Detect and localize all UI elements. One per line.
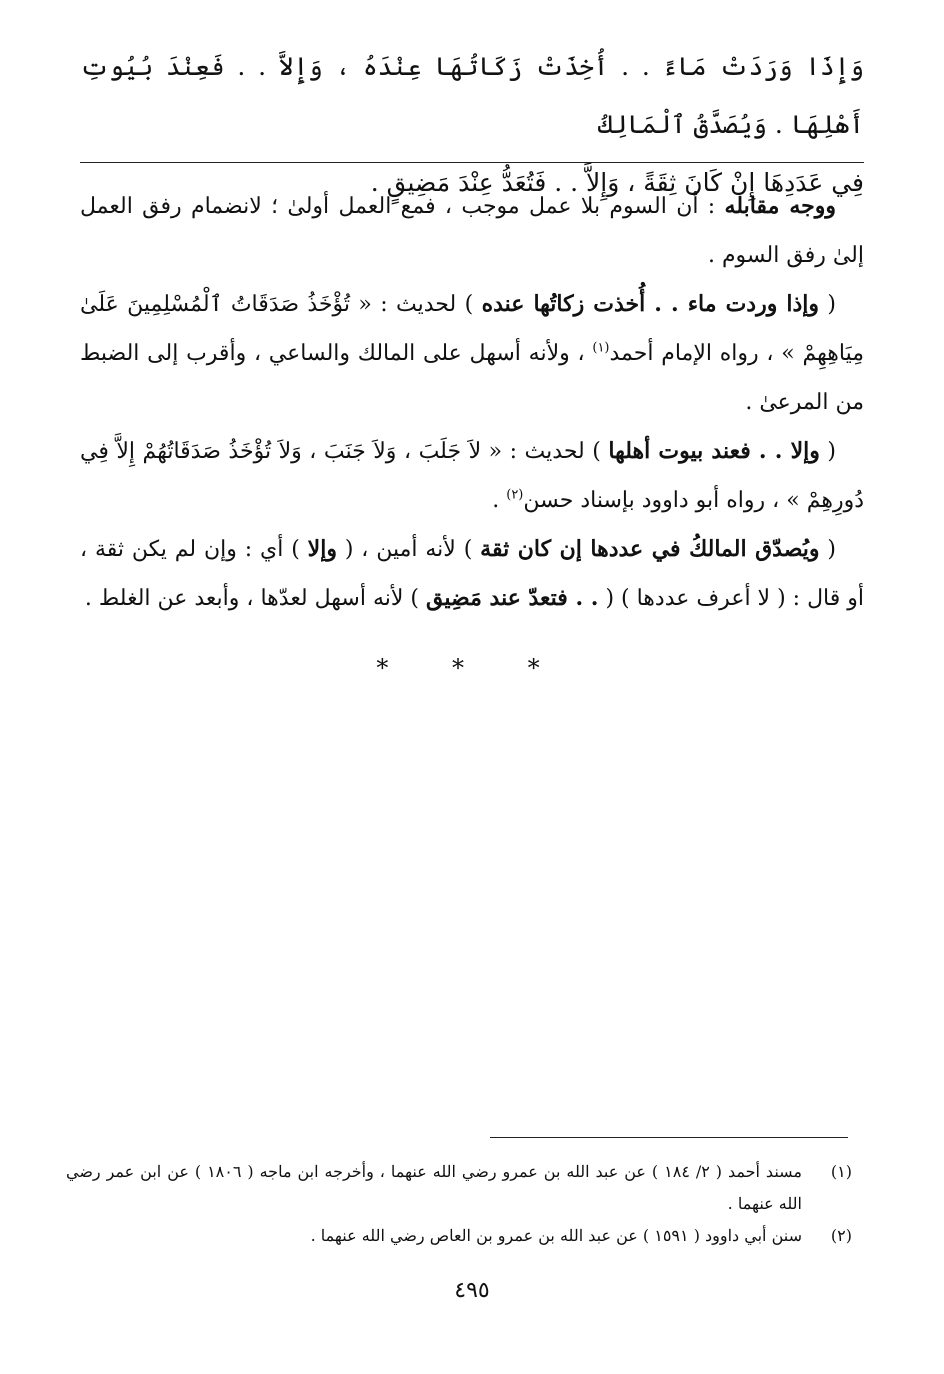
main-text-divider	[80, 162, 864, 163]
footnote-marker: (١)	[592, 340, 610, 356]
commentary-text: : أن السوم بلا عمل موجب ، فمع العمل أولىٰ ؛ لانضمام رفق العمل إلىٰ رفق السوم .	[80, 194, 864, 268]
quoted-phrase: ويُصدّق المالكُ في عددها إن كان ثقة	[480, 536, 820, 562]
footnote-text: سنن أبي داوود ( ١٥٩١ ) عن عبد الله بن عمرو بن العاص رضي الله عنهما .	[310, 1226, 802, 1245]
commentary-paragraph	[80, 525, 864, 623]
quoted-phrase: . . فتعدّ عند مَضِيق	[426, 585, 599, 611]
commentary-text: (	[819, 537, 836, 562]
footnote-number: (٢)	[830, 1226, 852, 1245]
footnote	[66, 1156, 852, 1220]
quoted-phrase: وإلا	[307, 536, 337, 562]
footnote-number: (١)	[830, 1162, 852, 1181]
footnote-text: مسند أحمد ( ٢/ ١٨٤ ) عن عبد الله بن عمرو رضي الله عنهما ، وأخرجه ابن ماجه ( ١٨٠٦ ) عن ابن عمر رضي الله عنهما .	[66, 1162, 802, 1213]
commentary-text: .	[492, 488, 507, 513]
commentary-text: (	[819, 292, 836, 317]
main-text-line: وَإِذَا وَرَدَتْ مَاءً . . أُخِذَتْ زَكَاتُهَا عِنْدَهُ ، وَإِلاَّ . . فَعِنْدَ بُيُوتِ أَهْلِهَا . وَيُصَدَّقُ ٱلْمَالِكُ	[80, 52, 864, 139]
commentary-text: ، ولأنه أسهل على المالك والساعي ، وأقرب إلى الضبط من المرعىٰ .	[80, 341, 864, 415]
footnote-divider	[490, 1137, 848, 1138]
commentary-text: ) أي : وإن لم يكن ثقة ، أو قال : ( لا أعرف عددها ) (	[80, 537, 864, 611]
commentary-text: ) لحديث : « تُؤْخَذُ صَدَقَاتُ ٱلْمُسْلِمِينَ عَلَىٰ مِيَاهِهِمْ » ، رواه الإمام أحمد	[80, 292, 864, 366]
section-separator: * * *	[376, 654, 568, 682]
quoted-phrase: وإذا وردت ماء . . أُخذت زكاتُها عنده	[481, 291, 820, 317]
commentary-paragraph	[80, 280, 864, 427]
footnote-marker: (٢)	[506, 487, 524, 503]
commentary-paragraph	[80, 427, 864, 525]
quoted-phrase: ووجه مقابله	[724, 193, 836, 219]
commentary-text: ) لأنه أمين ، (	[336, 537, 481, 562]
commentary-text: ) لحديث : « لاَ جَلَبَ ، وَلاَ جَنَبَ ، وَلاَ تُؤْخَذُ صَدَقَاتُهُمْ إِلاَّ فِي دُورِهِمْ » ، رواه أبو داوود بإسناد حسن	[80, 439, 864, 513]
main-text-line: فِي عَدَدِهَا إِنْ كَانَ ثِقَةً ، وَإِلاَّ . . فَتُعَدُّ عِنْدَ مَضِيقٍ .	[370, 168, 864, 197]
quoted-phrase: وإلا . . فعند بيوت أهلها	[608, 438, 820, 464]
commentary	[80, 182, 864, 623]
footnotes	[66, 1156, 852, 1252]
commentary-text: ) لأنه أسهل لعدّها ، وأبعد عن الغلط .	[84, 586, 427, 611]
footnote	[66, 1220, 852, 1252]
page-number: ٤٩٥	[454, 1278, 490, 1303]
commentary-text: (	[819, 439, 836, 464]
commentary-paragraph	[80, 182, 864, 280]
